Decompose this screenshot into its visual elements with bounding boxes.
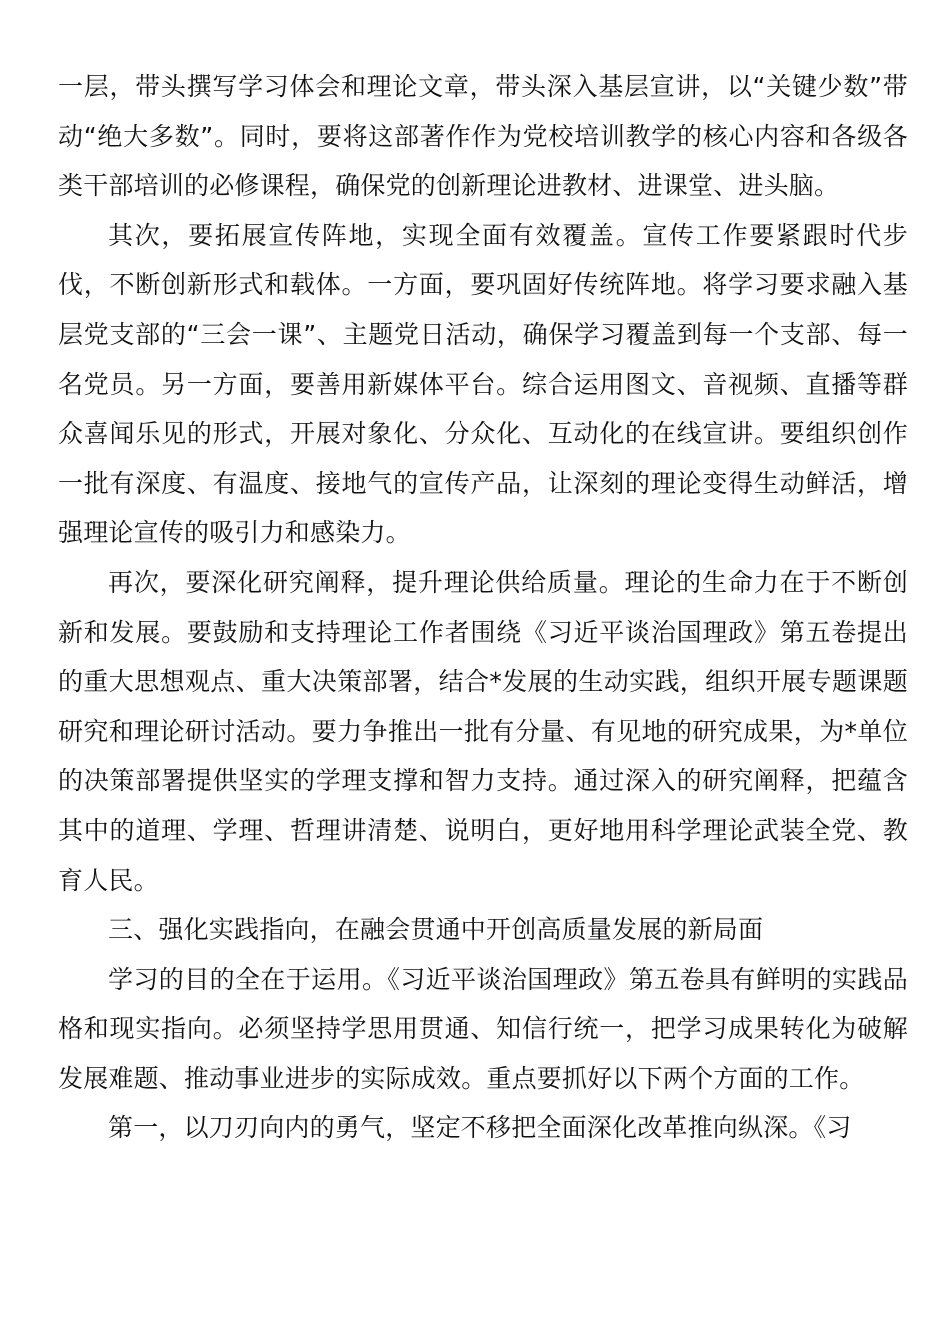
paragraph-practice-application: 学习的目的全在于运用。《习近平谈治国理政》第五卷具有鲜明的实践品格和现实指向。必须坚持学思用贯通、知信行统一，把学习成果转化为破解发展难题、推动事业进步的实际成效。重点要抓好以下两个方面的工作。 bbox=[58, 964, 908, 1093]
section-heading-three: 三、强化实践指向，在融会贯通中开创高质量发展的新局面 bbox=[108, 915, 764, 945]
paragraph-expand-publicity: 其次，要拓展宣传阵地，实现全面有效覆盖。宣传工作要紧跟时代步伐，不断创新形式和载体。一方面，要巩固好传统阵地。将学习要求融入基层党支部的“三会一课”、主题党日活动，确保学习覆盖到每一个支部、每一名党员。另一方面，要善用新媒体平台。综合运用图文、音视频、直播等群众喜闻乐见的形式，开展对象化、分众化、互动化的在线宣讲。要组织创作一批有深度、有温度、接地气的宣传产品，让深刻的理论变得生动鲜活，增强理论宣传的吸引力和感染力。 bbox=[58, 220, 908, 548]
document-page bbox=[58, 62, 908, 1153]
paragraph-deepen-research: 再次，要深化研究阐释，提升理论供给质量。理论的生命力在于不断创新和发展。要鼓励和支持理论工作者围绕《习近平谈治国理政》第五卷提出的重大思想观点、重大决策部署，结合*发展的生动实践，组织开展专题课题研究和理论研讨活动。要力争推出一批有分量、有见地的研究成果，为*单位的决策部署提供坚实的学理支撑和智力支持。通过深入的研究阐释，把蕴含其中的道理、学理、哲理讲清楚、说明白，更好地用科学理论武装全党、教育人民。 bbox=[58, 567, 908, 895]
paragraph-continuation: 一层，带头撰写学习体会和理论文章，带头深入基层宣讲，以“关键少数”带动“绝大多数”。同时，要将这部著作作为党校培训教学的核心内容和各级各类干部培训的必修课程，确保党的创新理论进教材、进课堂、进头脑。 bbox=[58, 72, 908, 201]
paragraph-reform-first: 第一，以刀刃向内的勇气，坚定不移把全面深化改革推向纵深。《习 bbox=[108, 1113, 852, 1143]
